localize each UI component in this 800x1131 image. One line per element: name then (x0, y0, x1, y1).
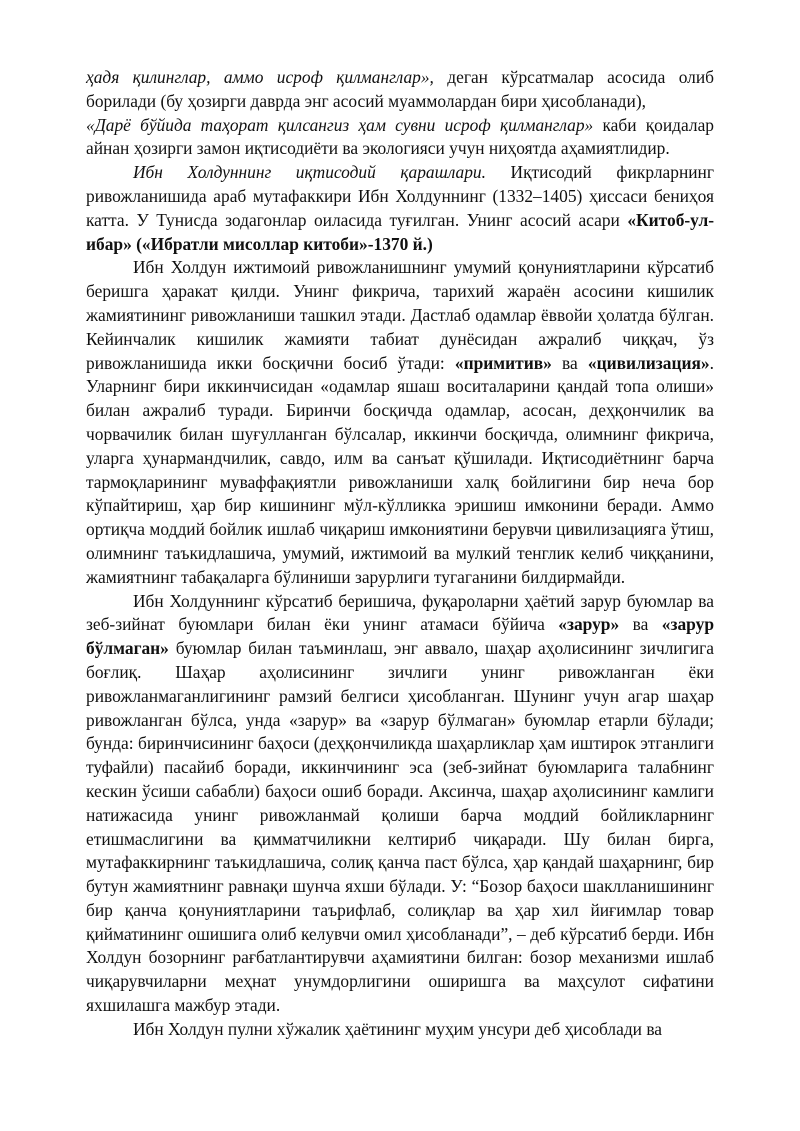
bold-text: «зарур бўлмаган» (86, 614, 714, 659)
italic-text: ҳадя қилинглар, аммо исроф қилманглар», (86, 67, 434, 87)
text-run: Ибн Холдуннинг кўрсатиб беришича, фуқароларни ҳаётий зарур буюмлар ва зеб-зийнат буюмлари билан ёки унинг атамаси бўйича (86, 590, 714, 635)
text-run: ва (551, 352, 588, 373)
text-run: ва (619, 614, 662, 635)
text-run: . Уларнинг бири иккинчисидан «одамлар яшаш воситаларини қандай топа олиши» билан ажралиб туради. Биринчи босқичда одамлар, асосан, деҳқончилик ва чорвачилик билан шуғулланган бўлсалар, иккинчи босқичда, олимнинг фикрича, уларга ҳунармандчилик, савдо, илм ва санъат қўшилади. Иқтисодиётнинг барча тармоқларининг муваффақиятли ривожланиши халқ бойлигини бир неча бор кўпайтириш, ҳар бир кишининг мўл-кўлликка эришиш имконини беради. Аммо ортиқча моддий бойлик ишлаб чиқариш имкониятини берувчи цивилизацияга ўтиш, олимнинг таъкидлашича, умумий, ижтимоий ва мулкий тенглик келиб чиққанини, жамиятнинг табақаларга бўлиниши зарурлиги тугаганини билдирмайди. (86, 352, 714, 587)
text-run: Иқтисодий фикрларнинг ривожланишида араб мутафаккири Ибн Холдуннинг (1332–1405) ҳиссаси бениҳоя катта. У Тунисда зодагонлар оиласида туғилган. Унинг асосий асари (86, 162, 714, 230)
text-run: Ибн Холдун ижтимоий ривожланишнинг умумий қонуниятларини кўрсатиб беришга ҳаракат қилди. Унинг фикрича, тарихий жараён асосини кишилик жамиятининг ривожланиши ташкил этади. Дастлаб одамлар ёввойи ҳолатда бўлган. Кейинчалик кишилик жамияти табиат дунёсидан ажралиб чиққач, ўз ривожланишида икки босқични босиб ўтади: (86, 257, 714, 373)
paragraph (86, 1018, 714, 1042)
text-run: Ибн Холдун пулни хўжалик ҳаётининг муҳим унсури деб ҳисоблади ва (133, 1018, 663, 1039)
italic-text: Ибн Холдуннинг иқтисодий қарашлари. (133, 162, 486, 183)
paragraph (86, 590, 714, 1018)
paragraph (86, 161, 714, 256)
paragraph (86, 66, 714, 114)
paragraph (86, 114, 714, 162)
bold-text: «Китоб-ул-ибар» («Ибратли мисоллар китоби»-1370 й.) (86, 209, 714, 254)
bold-text: «цивилизация» (587, 352, 710, 373)
document-body (86, 66, 714, 1042)
italic-text: «Дарё бўйида таҳорат қилсангиз ҳам сувни исроф қилманглар» (86, 114, 594, 135)
bold-text: «примитив» (454, 352, 552, 373)
text-run: буюмлар билан таъминлаш, энг аввало, шаҳар аҳолисининг зичлигига боғлиқ. Шаҳар аҳолисининг зичлиги унинг ривожланган ёки ривожланмаганлигининг рамзий белгиси ҳисобланган. Шунинг учун агар шаҳар ривожланган бўлса, унда «зарур» ва «зарур бўлмаган» буюмлар етарли бўлади; бунда: биринчисининг баҳоси (деҳқончиликда шаҳарликлар ҳам иштирок этганлиги туфайли) пасайиб боради, иккинчининг эса (зеб-зийнат буюмларига талабнинг кескин ўсиши сабабли) баҳоси ошиб боради. Аксинча, шаҳар аҳолисининг камлиги натижасида унинг ривожланмай қолиши барча моддий бойликларнинг етишмаслигини ва қимматчиликни келтириб чиқаради. Шу билан бирга, мутафаккирнинг таъкидлашича, солиқ қанча паст бўлса, ҳар қандай шаҳарнинг, бир бутун жамиятнинг равнақи шунча яхши бўлади. У: “Бозор баҳоси шаклланишининг бир қанча қонуниятларини таърифлаб, солиқлар ва ҳар хил йиғимлар товар қийматининг ошишига олиб келувчи омил ҳисобланади”, – деб кўрсатиб берди. Ибн Холдун бозорнинг рағбатлантирувчи аҳамиятини билган: бозор механизми ишлаб чиқарувчиларни меҳнат унумдорлигини оширишга ва маҳсулот сифатини яхшилашга мажбур этади. (86, 638, 714, 1016)
text-run: деган кўрсатмалар асосида олиб борилади (бу ҳозирги даврда энг асосий муаммолардан бири ҳисобланади), (86, 67, 714, 111)
bold-text: «зарур» (558, 614, 620, 635)
paragraph (86, 256, 714, 589)
text-run: каби қоидалар айнан ҳозирги замон иқтисодиёти ва экологияси учун ниҳоятда аҳамиятлидир. (86, 114, 714, 159)
